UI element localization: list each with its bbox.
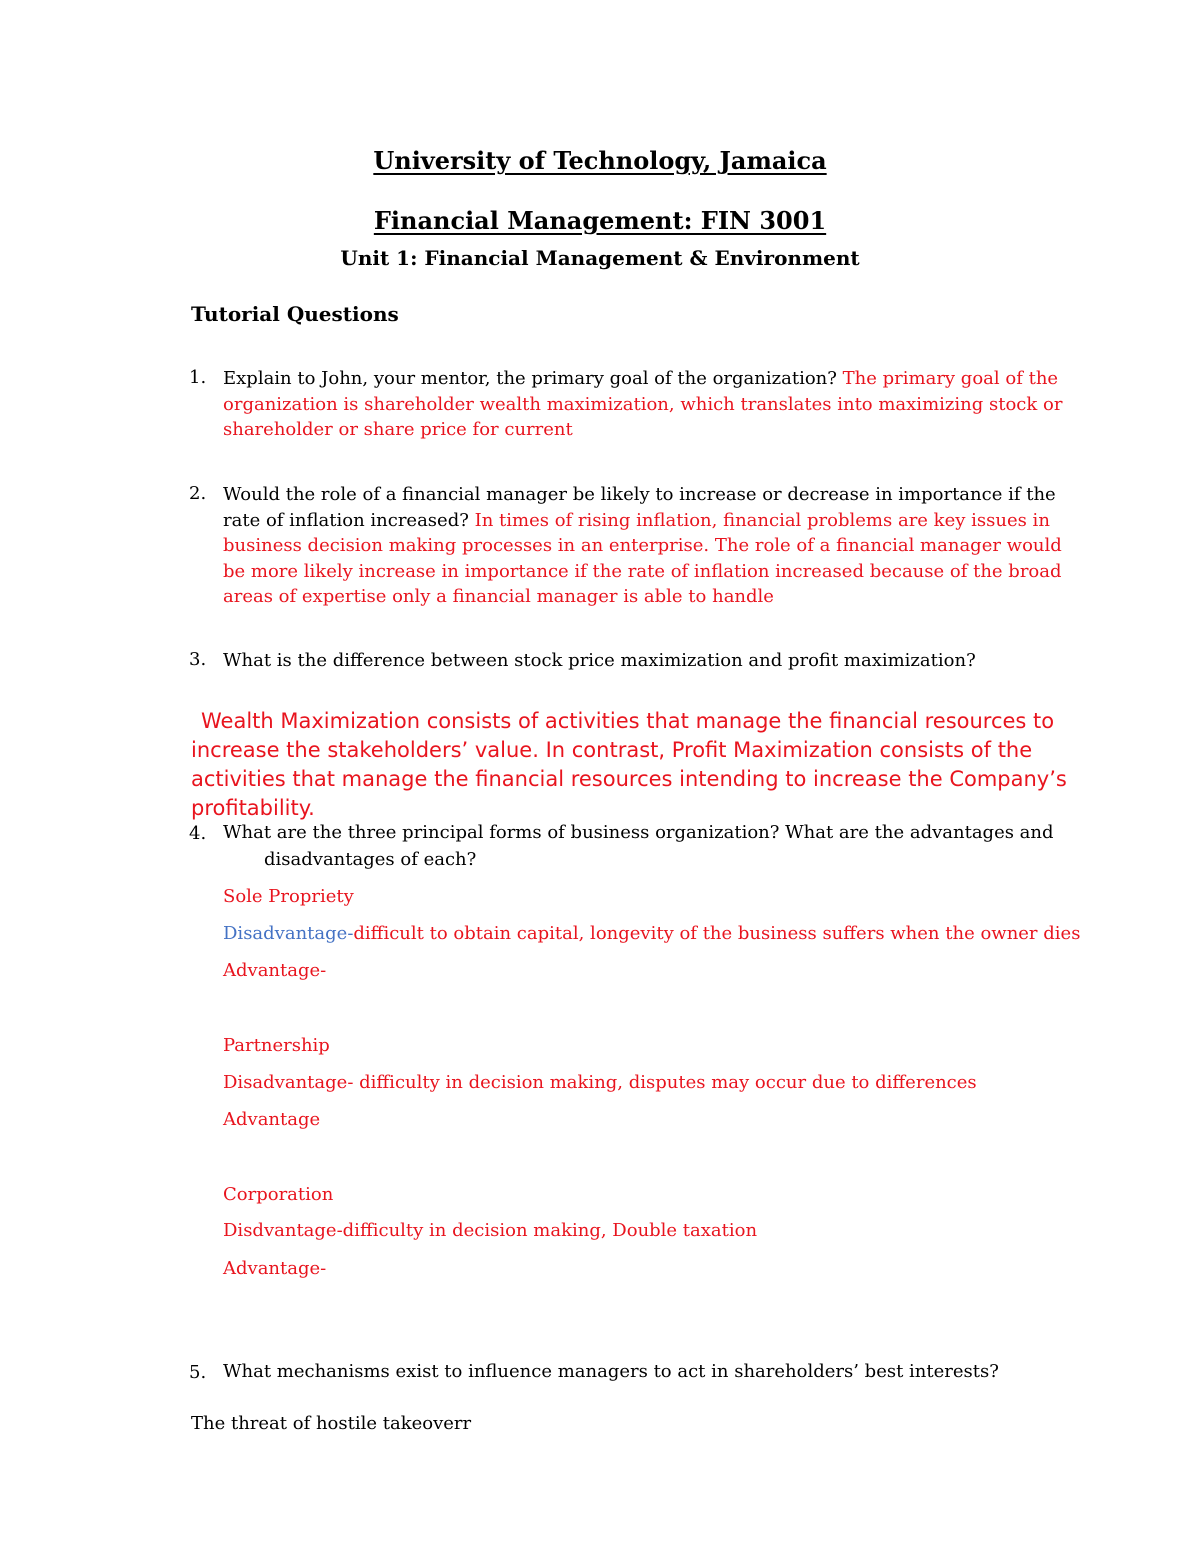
q5-answer: The threat of hostile takeoverr (191, 1413, 472, 1434)
q2-block (223, 482, 1063, 610)
q4-number: 4. (189, 823, 207, 844)
partnership-disadvantage: Disadvantage- difficulty in decision making, disputes may occur due to differences (223, 1072, 977, 1093)
disadvantage-label: Disadvantage- (223, 923, 354, 944)
unit-title: Unit 1: Financial Management & Environment (340, 246, 860, 270)
partnership-advantage: Advantage (223, 1109, 321, 1130)
sole-propriety-disadvantage (223, 923, 1080, 944)
sole-propriety-advantage: Advantage- (223, 960, 327, 981)
q3-number: 3. (189, 649, 207, 670)
course-title: Financial Management: FIN 3001 (373, 206, 827, 235)
section-heading: Tutorial Questions (191, 302, 399, 326)
q1-block (223, 366, 1063, 443)
corporation-disadvantage: Disdvantage-difficulty in decision making, Double taxation (223, 1220, 758, 1241)
q2-number: 2. (189, 483, 207, 504)
q5-number: 5. (189, 1362, 207, 1383)
q5-question: What mechanisms exist to influence managers to act in shareholders’ best interests? (223, 1361, 999, 1382)
partnership-heading: Partnership (223, 1035, 330, 1056)
corporation-heading: Corporation (223, 1184, 334, 1205)
q1-number: 1. (189, 367, 207, 388)
q1-answer: The primary goal of the organization is shareholder wealth maximization, which translates into maximizing stock or shareholder or share price for current (223, 368, 1063, 440)
q2-answer: In times of rising inflation, financial problems are key issues in business decision making processes in an enterprise. The role of a financial manager would be more likely increase in importance if the rate of inflation increased because of the broad areas of expertise only a financial manager is able to handle (223, 509, 1062, 607)
q4-question-line2: disadvantages of each? (264, 849, 477, 870)
q4-question-line1: What are the three principal forms of business organization? What are the advantages and (223, 822, 1054, 843)
q1-question: Explain to John, your mentor, the primary goal of the organization? (223, 368, 843, 389)
q3-answer: Wealth Maximization consists of activities that manage the financial resources to increase the stakeholders’ value. In contrast, Profit Maximization consists of the activities that manage the financial resources intending to increase the Company’s profitability. (191, 709, 1067, 820)
q3-question: What is the difference between stock price maximization and profit maximization? (223, 650, 976, 671)
q2-question: Would the role of a financial manager be likely to increase or decrease in importance if the rate of inflation increased? (223, 484, 1056, 531)
corporation-advantage: Advantage- (223, 1258, 327, 1279)
disadvantage-text: difficult to obtain capital, longevity of the business suffers when the owner dies (353, 923, 1081, 944)
sole-propriety-heading: Sole Propriety (223, 886, 354, 907)
university-title: University of Technology, Jamaica (373, 146, 827, 175)
